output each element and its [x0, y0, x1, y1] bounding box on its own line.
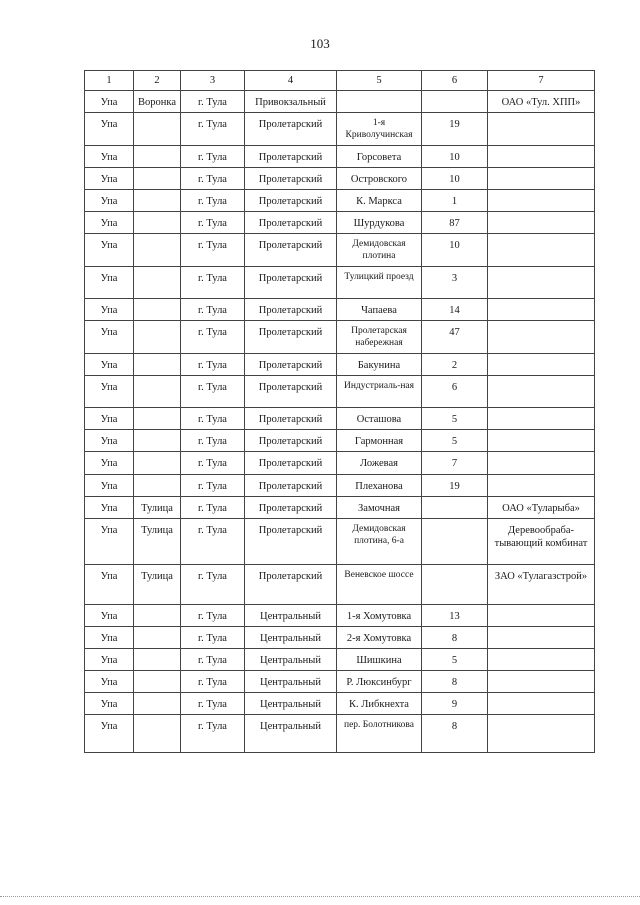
table-cell-c5: Индустриаль-ная [337, 376, 422, 408]
table-cell-c1: Упа [85, 626, 134, 648]
table-cell-c5: Шишкина [337, 649, 422, 671]
table-cell-c2 [134, 299, 181, 321]
table-cell-c7: ОАО «Туларыба» [488, 496, 595, 518]
table-cell-c1: Упа [85, 354, 134, 376]
table-cell-c5: Бакунина [337, 354, 422, 376]
table-cell-c2 [134, 649, 181, 671]
table-cell-c3: г. Тула [181, 299, 245, 321]
table-cell-c6: 8 [422, 671, 488, 693]
table-cell-c3: г. Тула [181, 113, 245, 146]
table-cell-c6: 10 [422, 234, 488, 267]
table-cell-c6 [422, 564, 488, 604]
table-cell-c7 [488, 376, 595, 408]
table-cell-c7 [488, 354, 595, 376]
table-cell-c7: Деревообраба-тывающий комбинат [488, 518, 595, 564]
table-cell-c2 [134, 408, 181, 430]
table-row [85, 212, 595, 234]
table-cell-c2 [134, 376, 181, 408]
table-cell-c1: Упа [85, 190, 134, 212]
table-cell-c1: Упа [85, 649, 134, 671]
table-cell-c7 [488, 299, 595, 321]
table-cell-c2 [134, 626, 181, 648]
table-cell-c4: Центральный [245, 671, 337, 693]
table-cell-c1: Упа [85, 234, 134, 267]
table-cell-c5: Горсовета [337, 145, 422, 167]
table-cell-c7 [488, 693, 595, 715]
table-cell-c7: ОАО «Тул. ХПП» [488, 91, 595, 113]
table-cell-c4: Пролетарский [245, 190, 337, 212]
column-header: 6 [422, 71, 488, 91]
table-cell-c1: Упа [85, 168, 134, 190]
table-row [85, 376, 595, 408]
table-cell-c7 [488, 671, 595, 693]
table-cell-c1: Упа [85, 299, 134, 321]
table-cell-c2 [134, 234, 181, 267]
table-cell-c3: г. Тула [181, 168, 245, 190]
table-cell-c4: Пролетарский [245, 212, 337, 234]
table-cell-c2 [134, 113, 181, 146]
table-cell-c1: Упа [85, 693, 134, 715]
table-cell-c4: Пролетарский [245, 267, 337, 299]
table-cell-c6: 8 [422, 715, 488, 753]
table-cell-c1: Упа [85, 518, 134, 564]
table-cell-c6: 5 [422, 649, 488, 671]
table-row [85, 234, 595, 267]
table-cell-c3: г. Тула [181, 626, 245, 648]
table-cell-c7 [488, 168, 595, 190]
table-cell-c3: г. Тула [181, 671, 245, 693]
table-cell-c4: Пролетарский [245, 354, 337, 376]
table-cell-c6: 1 [422, 190, 488, 212]
table-cell-c4: Центральный [245, 715, 337, 753]
table-cell-c2 [134, 321, 181, 354]
table-cell-c3: г. Тула [181, 91, 245, 113]
table-cell-c5: Демидовская плотина, 6-а [337, 518, 422, 564]
table-cell-c3: г. Тула [181, 408, 245, 430]
table-cell-c4: Центральный [245, 626, 337, 648]
footer-divider [0, 896, 640, 899]
table-cell-c5: Демидовская плотина [337, 234, 422, 267]
table-cell-c6: 13 [422, 604, 488, 626]
table-cell-c4: Пролетарский [245, 474, 337, 496]
table-cell-c4: Пролетарский [245, 452, 337, 474]
table-cell-c3: г. Тула [181, 496, 245, 518]
table-row [85, 321, 595, 354]
table-cell-c7 [488, 145, 595, 167]
table-cell-c1: Упа [85, 113, 134, 146]
table-cell-c7 [488, 452, 595, 474]
table-cell-c2 [134, 474, 181, 496]
table-cell-c4: Пролетарский [245, 518, 337, 564]
table-cell-c6: 87 [422, 212, 488, 234]
table-cell-c1: Упа [85, 145, 134, 167]
table-cell-c4: Пролетарский [245, 408, 337, 430]
table-cell-c1: Упа [85, 321, 134, 354]
table-cell-c2 [134, 168, 181, 190]
table-row [85, 715, 595, 753]
table-cell-c7 [488, 715, 595, 753]
table-cell-c5: Островского [337, 168, 422, 190]
table-row [85, 267, 595, 299]
table-cell-c1: Упа [85, 452, 134, 474]
table-cell-c2 [134, 354, 181, 376]
table-cell-c4: Пролетарский [245, 564, 337, 604]
table-cell-c7 [488, 626, 595, 648]
table-cell-c5: Шурдукова [337, 212, 422, 234]
table-cell-c3: г. Тула [181, 564, 245, 604]
table-cell-c2 [134, 452, 181, 474]
table-cell-c7 [488, 474, 595, 496]
table-header-row [85, 71, 595, 91]
table-cell-c6: 10 [422, 168, 488, 190]
table-cell-c3: г. Тула [181, 452, 245, 474]
table-cell-c4: Центральный [245, 693, 337, 715]
table-cell-c3: г. Тула [181, 649, 245, 671]
table-cell-c3: г. Тула [181, 474, 245, 496]
table-cell-c5: 1-я Хомутовка [337, 604, 422, 626]
table-cell-c5: Ложевая [337, 452, 422, 474]
table-cell-c7 [488, 408, 595, 430]
table-cell-c3: г. Тула [181, 354, 245, 376]
table-cell-c4: Привокзальный [245, 91, 337, 113]
table-cell-c6: 6 [422, 376, 488, 408]
table-cell-c5: К. Либкнехта [337, 693, 422, 715]
table-cell-c7 [488, 234, 595, 267]
table-cell-c6: 47 [422, 321, 488, 354]
table-cell-c7 [488, 212, 595, 234]
table-cell-c1: Упа [85, 212, 134, 234]
table-cell-c5: пер. Болотникова [337, 715, 422, 753]
table-cell-c1: Упа [85, 564, 134, 604]
table-row [85, 604, 595, 626]
table-cell-c2 [134, 145, 181, 167]
table-cell-c1: Упа [85, 267, 134, 299]
table-cell-c5: Гармонная [337, 430, 422, 452]
table-cell-c5: Плеханова [337, 474, 422, 496]
table-cell-c6 [422, 496, 488, 518]
table-row [85, 626, 595, 648]
table-cell-c6: 5 [422, 408, 488, 430]
table-cell-c5: Пролетарская набережная [337, 321, 422, 354]
table-cell-c4: Пролетарский [245, 496, 337, 518]
table-cell-c7 [488, 267, 595, 299]
column-header: 7 [488, 71, 595, 91]
table-cell-c6: 7 [422, 452, 488, 474]
table-cell-c3: г. Тула [181, 715, 245, 753]
table-cell-c5: К. Маркса [337, 190, 422, 212]
table-row [85, 299, 595, 321]
table-cell-c4: Пролетарский [245, 168, 337, 190]
table-cell-c5: 2-я Хомутовка [337, 626, 422, 648]
table-cell-c3: г. Тула [181, 145, 245, 167]
table-cell-c3: г. Тула [181, 190, 245, 212]
table-cell-c3: г. Тула [181, 430, 245, 452]
table-body [85, 91, 595, 753]
table-cell-c4: Пролетарский [245, 430, 337, 452]
table-cell-c7 [488, 190, 595, 212]
table-row [85, 145, 595, 167]
table-row [85, 354, 595, 376]
table-cell-c4: Пролетарский [245, 145, 337, 167]
table-cell-c2: Воронка [134, 91, 181, 113]
table-cell-c7 [488, 430, 595, 452]
table-row [85, 168, 595, 190]
table-row [85, 474, 595, 496]
table-cell-c5: Замочная [337, 496, 422, 518]
table-cell-c2 [134, 671, 181, 693]
table-cell-c6: 9 [422, 693, 488, 715]
table-cell-c2 [134, 715, 181, 753]
table-cell-c2: Тулица [134, 564, 181, 604]
column-header: 4 [245, 71, 337, 91]
table-cell-c2 [134, 190, 181, 212]
column-header: 1 [85, 71, 134, 91]
table-row [85, 671, 595, 693]
page-number: 103 [310, 36, 330, 51]
table-cell-c6: 2 [422, 354, 488, 376]
table-cell-c5: Р. Люксинбург [337, 671, 422, 693]
table-cell-c3: г. Тула [181, 693, 245, 715]
table-cell-c3: г. Тула [181, 212, 245, 234]
table-cell-c7 [488, 113, 595, 146]
table-cell-c1: Упа [85, 376, 134, 408]
table-cell-c3: г. Тула [181, 321, 245, 354]
table-cell-c1: Упа [85, 430, 134, 452]
table-cell-c6: 19 [422, 474, 488, 496]
table-cell-c1: Упа [85, 604, 134, 626]
table-cell-c5: Тулицкий проезд [337, 267, 422, 299]
table-cell-c4: Пролетарский [245, 299, 337, 321]
table-cell-c3: г. Тула [181, 518, 245, 564]
table-cell-c6: 10 [422, 145, 488, 167]
table-cell-c2 [134, 693, 181, 715]
table-cell-c6 [422, 518, 488, 564]
table-cell-c1: Упа [85, 496, 134, 518]
table-row [85, 452, 595, 474]
table-cell-c6: 8 [422, 626, 488, 648]
table-cell-c3: г. Тула [181, 604, 245, 626]
table-cell-c1: Упа [85, 474, 134, 496]
table-cell-c1: Упа [85, 91, 134, 113]
table-cell-c2 [134, 212, 181, 234]
table-cell-c6: 14 [422, 299, 488, 321]
table-cell-c4: Пролетарский [245, 113, 337, 146]
table-cell-c1: Упа [85, 715, 134, 753]
table-cell-c7 [488, 604, 595, 626]
table-row [85, 564, 595, 604]
table-cell-c4: Пролетарский [245, 234, 337, 267]
table-cell-c4: Центральный [245, 604, 337, 626]
table-cell-c5: Чапаева [337, 299, 422, 321]
column-header: 2 [134, 71, 181, 91]
data-table [84, 70, 595, 753]
table-row [85, 693, 595, 715]
table-cell-c6: 3 [422, 267, 488, 299]
table-cell-c1: Упа [85, 408, 134, 430]
table-cell-c4: Пролетарский [245, 321, 337, 354]
table-row [85, 91, 595, 113]
table-cell-c3: г. Тула [181, 376, 245, 408]
table-cell-c3: г. Тула [181, 234, 245, 267]
table-cell-c5: Веневское шоссе [337, 564, 422, 604]
table-row [85, 190, 595, 212]
table-cell-c5 [337, 91, 422, 113]
table-cell-c7 [488, 649, 595, 671]
table-cell-c2: Тулица [134, 496, 181, 518]
table-row [85, 113, 595, 146]
table-row [85, 408, 595, 430]
table-cell-c5: 1-я Криволучинская [337, 113, 422, 146]
table-cell-c3: г. Тула [181, 267, 245, 299]
table-row [85, 496, 595, 518]
table-cell-c1: Упа [85, 671, 134, 693]
table-cell-c2 [134, 604, 181, 626]
table-cell-c7: ЗАО «Тулагазстрой» [488, 564, 595, 604]
column-header: 5 [337, 71, 422, 91]
table-row [85, 518, 595, 564]
table-cell-c7 [488, 321, 595, 354]
table-cell-c6: 19 [422, 113, 488, 146]
table-cell-c6 [422, 91, 488, 113]
table-row [85, 649, 595, 671]
table-row [85, 430, 595, 452]
table-cell-c4: Центральный [245, 649, 337, 671]
column-header: 3 [181, 71, 245, 91]
table-cell-c6: 5 [422, 430, 488, 452]
table-cell-c2 [134, 430, 181, 452]
table-cell-c2 [134, 267, 181, 299]
table-cell-c2: Тулица [134, 518, 181, 564]
table-cell-c5: Осташова [337, 408, 422, 430]
table-cell-c4: Пролетарский [245, 376, 337, 408]
